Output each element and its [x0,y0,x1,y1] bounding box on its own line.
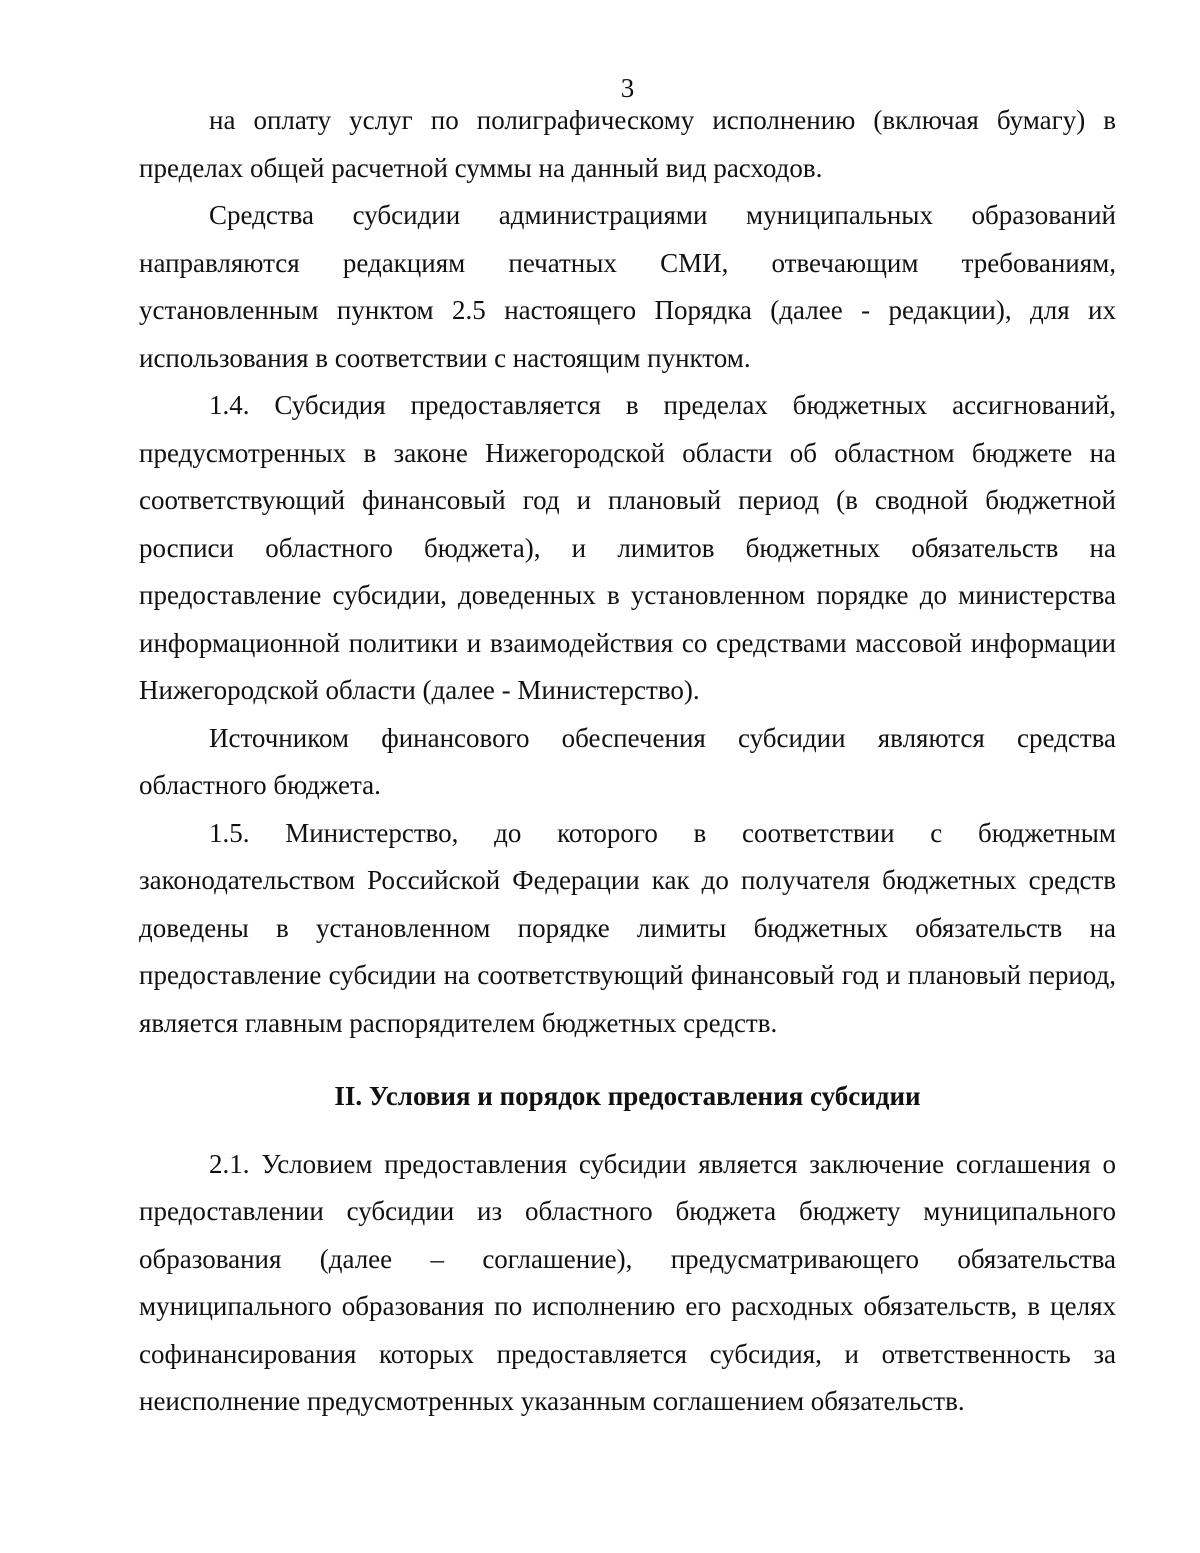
document-body [139,97,1116,1426]
paragraph-subsidy-funds: Средства субсидии администрациями муниципальных образований направляются редакциям печатных СМИ, отвечающим требованиям, установленным пунктом 2.5 настоящего Порядка (далее - редакции), для их использования в соответствии с настоящим пунктом. [139,200,1116,373]
paragraph-funding-source: Источником финансового обеспечения субсидии являются средства областного бюджета. [139,722,1116,800]
section-heading: II. Условия и порядок предоставления субсидии [334,1081,921,1111]
page-number: 3 [620,73,635,103]
paragraph-1-4: 1.4. Субсидия предоставляется в пределах бюджетных ассигнований, предусмотренных в законе Нижегородской области об областном бюджете на соответствующий финансовый год и плановый период (в сводной бюджетной росписи областного бюджета), и лимитов бюджетных обязательств на предоставление субсидии, доведенных в установленном порядке до министерства информационной политики и взаимодействия со средствами массовой информации Нижегородской области (далее - Министерство). [139,390,1116,705]
paragraph-continuation: на оплату услуг по полиграфическому исполнению (включая бумагу) в пределах общей расчетной суммы на данный вид расходов. [139,105,1116,183]
paragraph-2-1: 2.1. Условием предоставления субсидии является заключение соглашения о предоставлении субсидии из областного бюджета бюджету муниципального образования (далее – соглашение), предусматривающего обязательства муниципального образования по исполнению его расходных обязательств, в целях софинансирования которых предоставляется субсидия, и ответственность за неисполнение предусмотренных указанным соглашением обязательств. [139,1148,1116,1416]
paragraph-1-5: 1.5. Министерство, до которого в соответствии с бюджетным законодательством Российской Федерации как до получателя бюджетных средств доведены в установленном порядке лимиты бюджетных обязательств на предоставление субсидии на соответствующий финансовый год и плановый период, является главным распорядителем бюджетных средств. [139,817,1116,1038]
